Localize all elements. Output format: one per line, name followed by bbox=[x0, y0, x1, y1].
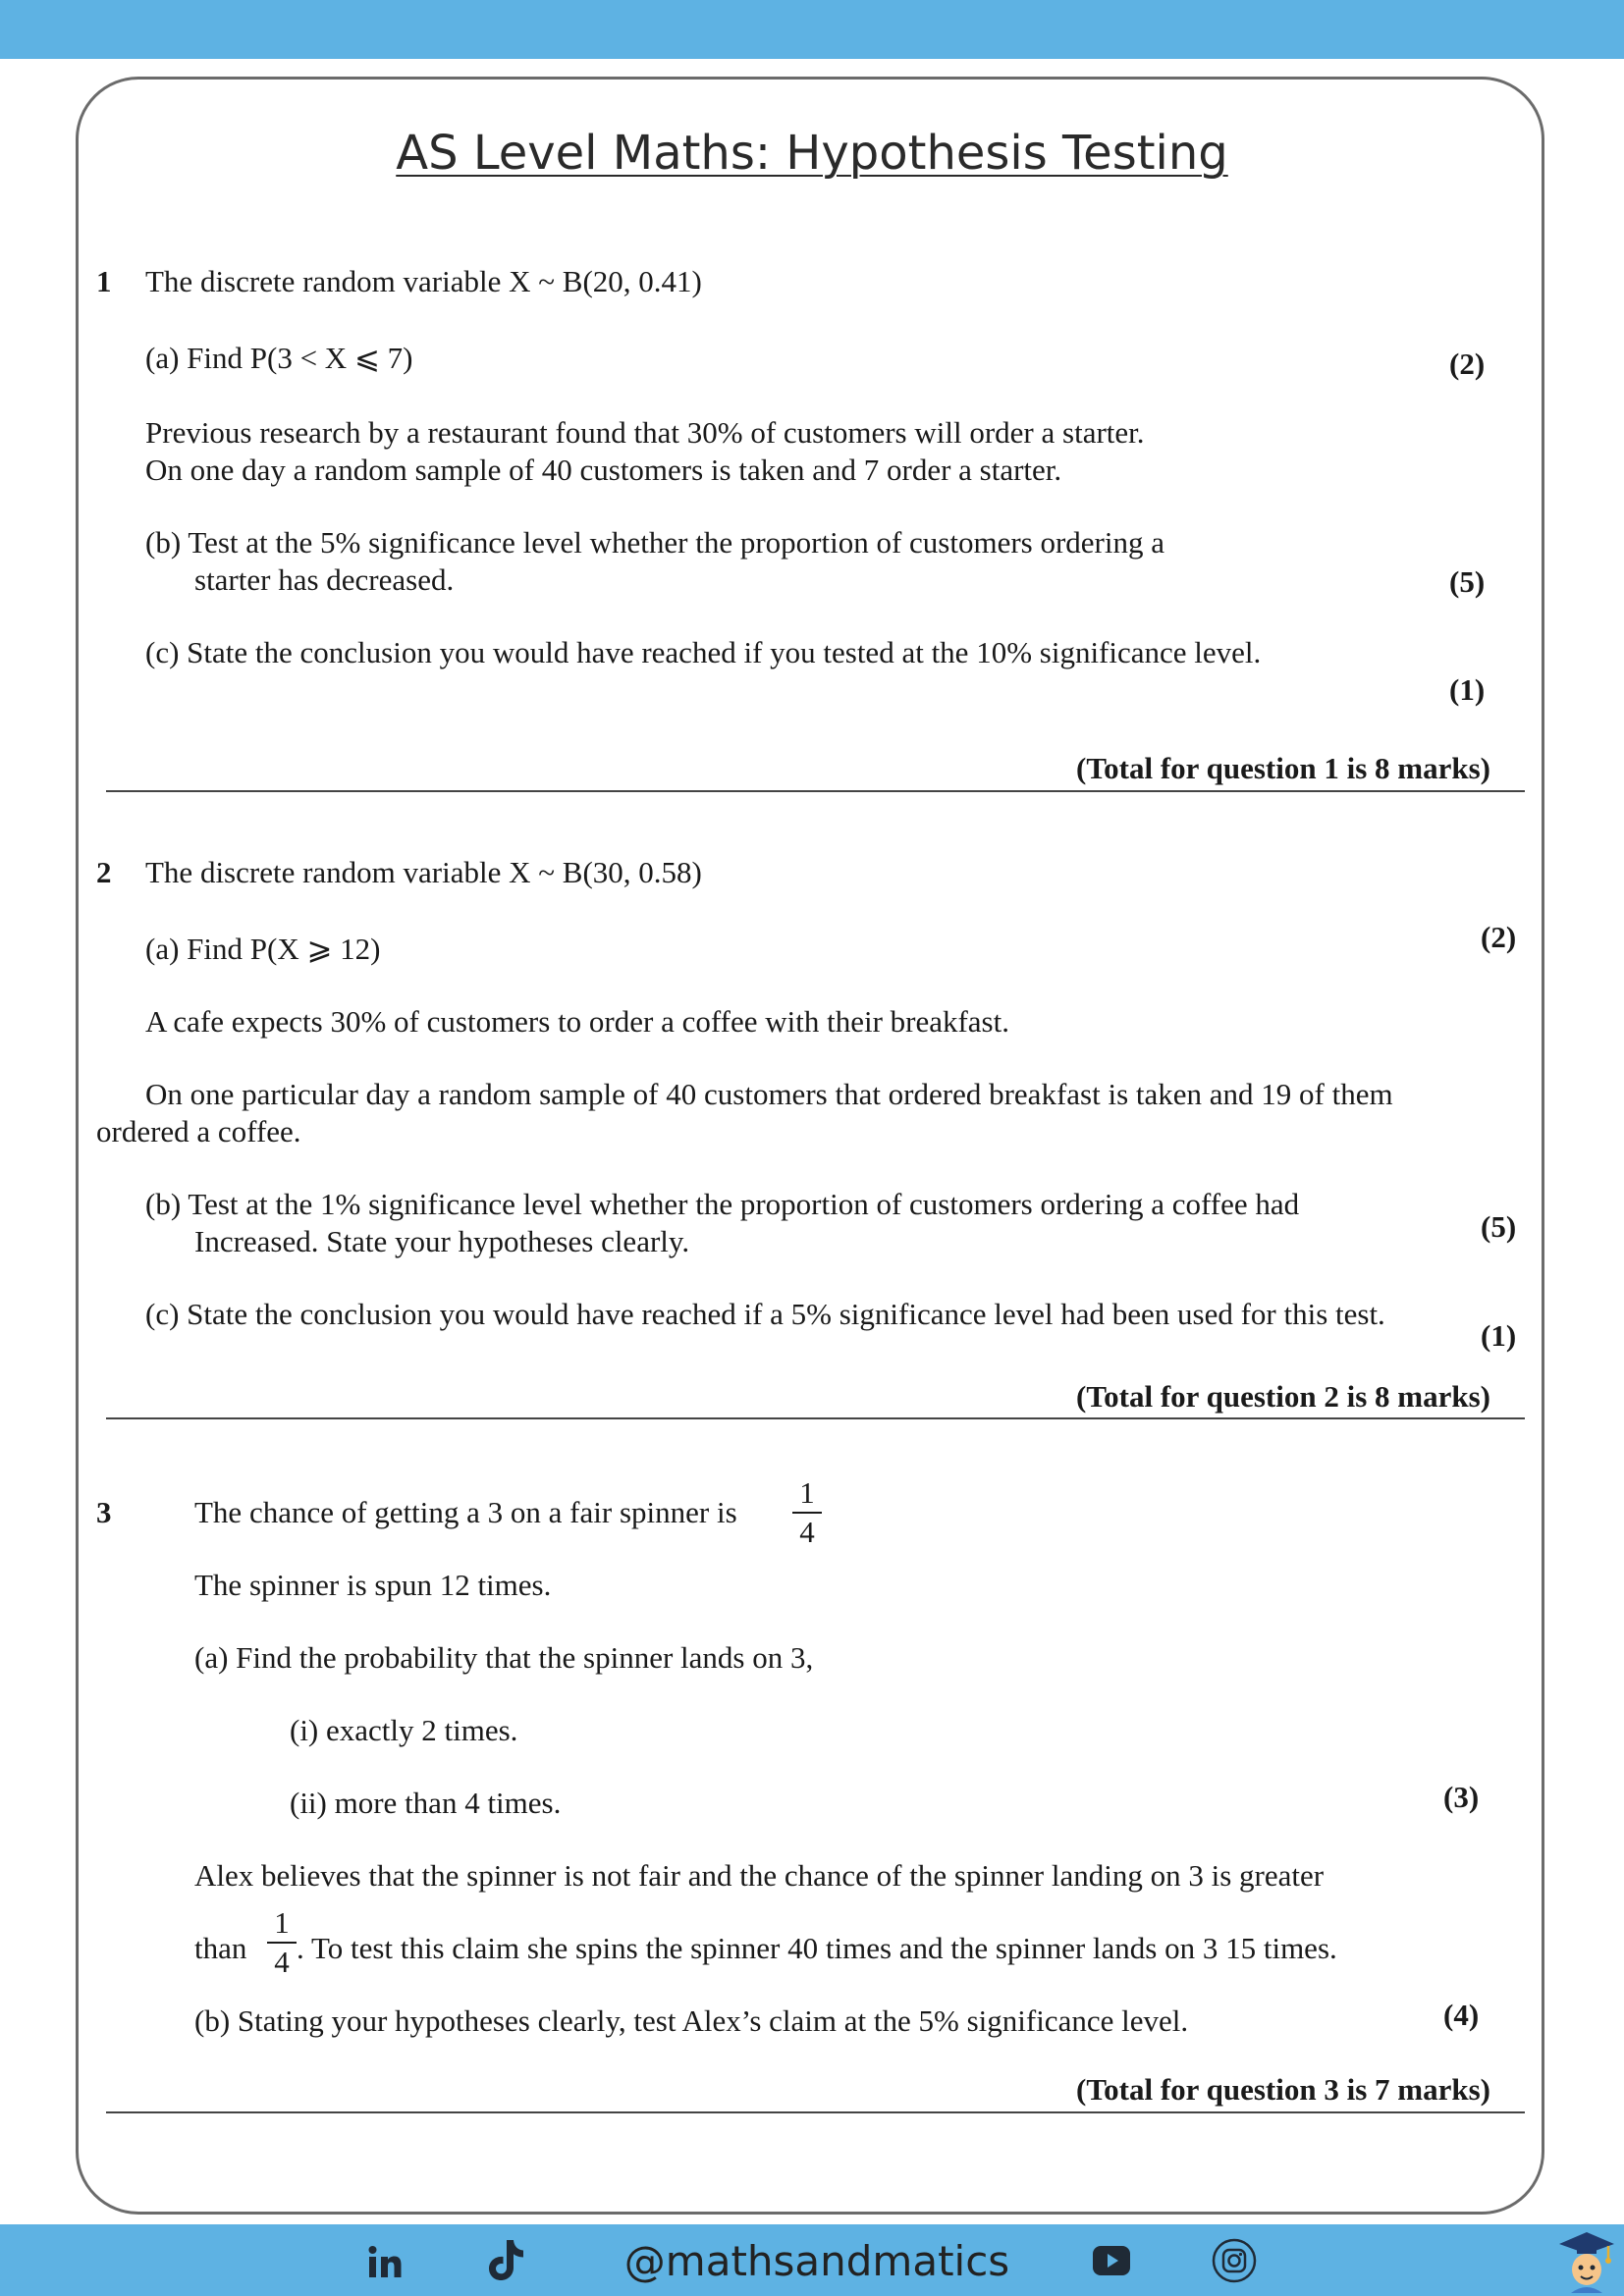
divider bbox=[106, 790, 1525, 792]
tiktok-icon[interactable] bbox=[487, 2238, 526, 2283]
question-3-total: (Total for question 3 is 7 marks) bbox=[1076, 2072, 1490, 2107]
page-title: AS Level Maths: Hypothesis Testing bbox=[396, 126, 1228, 181]
question-1-intro: The discrete random variable X ~ B(20, 0.41) bbox=[145, 264, 702, 298]
question-2-context-line2: On one particular day a random sample of 40 customers that ordered breakfast is taken and 19 of them bbox=[145, 1077, 1393, 1111]
question-1b-line1: (b) Test at the 5% significance level whether the proportion of customers ordering a bbox=[145, 525, 1165, 560]
fraction-numerator: 1 bbox=[799, 1475, 815, 1510]
question-3-number: 3 bbox=[96, 1495, 112, 1529]
question-2a: (a) Find P(X ⩾ 12) bbox=[145, 932, 381, 966]
fraction-one-quarter bbox=[792, 1476, 822, 1549]
linkedin-icon[interactable] bbox=[367, 2244, 403, 2279]
question-2-context-line3: ordered a coffee. bbox=[96, 1114, 301, 1148]
question-1-context-line2: On one day a random sample of 40 customers is taken and 7 order a starter. bbox=[145, 453, 1062, 487]
question-3-claim-line1: Alex believes that the spinner is not fair and the chance of the spinner landing on 3 is greater bbox=[194, 1858, 1325, 1893]
divider bbox=[106, 2111, 1525, 2113]
question-3-claim-line2-start: than bbox=[194, 1931, 247, 1965]
question-2c: (c) State the conclusion you would have reached if a 5% significance level had been used for this test. bbox=[145, 1297, 1385, 1331]
fraction-denominator: 4 bbox=[799, 1515, 815, 1549]
question-2c-marks: (1) bbox=[1481, 1318, 1517, 1353]
fraction-bar bbox=[792, 1512, 822, 1514]
question-2-intro: The discrete random variable X ~ B(30, 0.58) bbox=[145, 855, 702, 889]
fraction-bar bbox=[267, 1942, 297, 1944]
mascot-icon bbox=[1557, 2230, 1616, 2293]
question-3a-marks: (3) bbox=[1443, 1780, 1480, 1814]
question-3a-ii: (ii) more than 4 times. bbox=[290, 1786, 562, 1820]
question-3-claim-line2-end: . To test this claim she spins the spinner 40 times and the spinner lands on 3 15 times. bbox=[297, 1931, 1337, 1965]
question-3-intro: The chance of getting a 3 on a fair spinner is bbox=[194, 1495, 737, 1529]
question-3a: (a) Find the probability that the spinner lands on 3, bbox=[194, 1640, 814, 1675]
question-2-context-line1: A cafe expects 30% of customers to order a coffee with their breakfast. bbox=[145, 1004, 1009, 1039]
question-2b-line1: (b) Test at the 1% significance level whether the proportion of customers ordering a coffee had bbox=[145, 1187, 1300, 1221]
fraction-one-quarter bbox=[267, 1906, 297, 1979]
social-handle[interactable]: @mathsandmatics bbox=[623, 2237, 1010, 2285]
divider bbox=[106, 1417, 1525, 1419]
question-2b-marks: (5) bbox=[1481, 1209, 1517, 1244]
question-3a-i: (i) exactly 2 times. bbox=[290, 1713, 518, 1747]
instagram-icon[interactable] bbox=[1212, 2238, 1257, 2283]
question-3b-marks: (4) bbox=[1443, 1998, 1480, 2032]
question-1-number: 1 bbox=[96, 264, 112, 298]
question-1b-marks: (5) bbox=[1449, 564, 1486, 599]
youtube-icon[interactable] bbox=[1093, 2246, 1130, 2275]
question-3-spun: The spinner is spun 12 times. bbox=[194, 1568, 552, 1602]
header-bar bbox=[0, 0, 1624, 59]
question-1b-line2: starter has decreased. bbox=[194, 562, 455, 597]
question-1-context-line1: Previous research by a restaurant found that 30% of customers will order a starter. bbox=[145, 415, 1145, 450]
question-1a: (a) Find P(3 < X ⩽ 7) bbox=[145, 341, 413, 375]
question-1-total: (Total for question 1 is 8 marks) bbox=[1076, 751, 1490, 785]
fraction-denominator: 4 bbox=[274, 1945, 290, 1979]
question-2-total: (Total for question 2 is 8 marks) bbox=[1076, 1379, 1490, 1414]
question-3b: (b) Stating your hypotheses clearly, test Alex’s claim at the 5% significance level. bbox=[194, 2003, 1189, 2038]
question-1c-marks: (1) bbox=[1449, 672, 1486, 707]
question-2a-marks: (2) bbox=[1481, 920, 1517, 954]
question-2b-line2: Increased. State your hypotheses clearly. bbox=[194, 1224, 690, 1258]
question-1c: (c) State the conclusion you would have reached if you tested at the 10% significance level. bbox=[145, 635, 1262, 669]
fraction-numerator: 1 bbox=[274, 1905, 290, 1940]
question-2-number: 2 bbox=[96, 855, 112, 889]
question-1a-marks: (2) bbox=[1449, 347, 1486, 381]
